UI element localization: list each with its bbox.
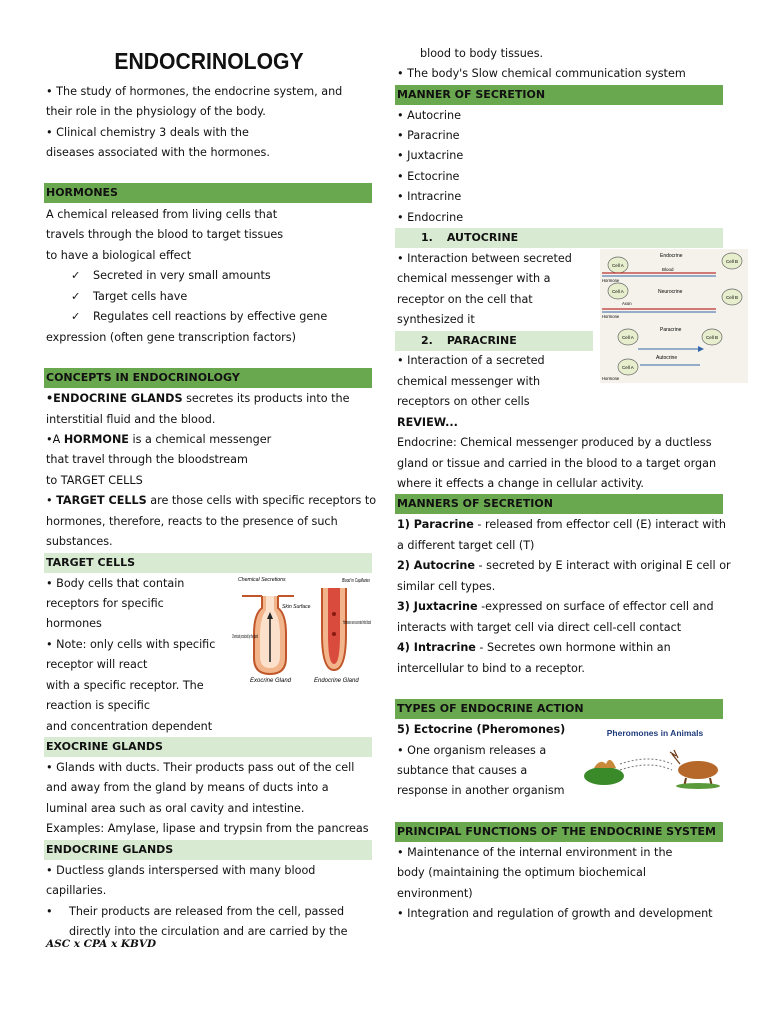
fig-label: Autocrine [656, 355, 678, 361]
gland-diagram [230, 574, 372, 686]
manners-line: intercellular to bind to a receptor. [397, 662, 585, 675]
endocrine-line: capillaries. [46, 884, 107, 897]
manners-line: 4) Intracrine - Secretes own hormone within an [397, 641, 671, 654]
endocrine-line: • Their products are released from the cell, passed [46, 905, 345, 918]
fig-label: Blood [662, 267, 674, 272]
manners-line: 2) Autocrine - secreted by E interact with original E cell or [397, 559, 731, 572]
fig-label: Chemical Secretions [238, 577, 286, 583]
pheromones-figure [580, 724, 730, 790]
section-header-manners: MANNERS OF SECRETION [395, 494, 723, 514]
target-line: receptors for specific [46, 597, 164, 610]
fig-label: Paracrine [660, 327, 682, 333]
fig-label: Cell B [706, 335, 719, 340]
fig-label: Axon [622, 301, 632, 306]
fig-label: Cell B [726, 295, 739, 300]
concept-line: interstitial fluid and the blood. [46, 413, 216, 426]
autocrine-line: • Interaction between secreted [397, 252, 572, 265]
hormones-line: to have a biological effect [46, 249, 192, 262]
intro-line: • Clinical chemistry 3 deals with the [46, 126, 249, 139]
manner-item: • Juxtacrine [397, 149, 464, 162]
ectocrine-line: • One organism releases a [397, 744, 547, 757]
intro-line: • The study of hormones, the endocrine system, and [46, 85, 343, 98]
target-line: hormones [46, 617, 102, 630]
fig-label: Blood in Capillaries [342, 578, 371, 584]
footer-signature: ASC x CPA x KBVD [46, 938, 157, 950]
manners-line: a different target cell (T) [397, 539, 535, 552]
review-line: where it effects a change in cellular activity. [397, 477, 644, 490]
section-header-hormones: HORMONES [44, 183, 372, 203]
section-header-target-cells: TARGET CELLS [44, 553, 372, 573]
principal-line: • Maintenance of the internal environment in the [397, 846, 673, 859]
manner-item: • Ectocrine [397, 170, 460, 183]
fig-label: Hormone [602, 376, 620, 381]
section-header-exocrine: EXOCRINE GLANDS [44, 737, 372, 757]
section-header-concepts: CONCEPTS IN ENDOCRINOLOGY [44, 368, 372, 388]
concept-line: substances. [46, 535, 113, 548]
target-line: receptor will react [46, 658, 148, 671]
review-line: gland or tissue and carried in the blood to a target organ [397, 457, 717, 470]
hormones-line: expression (often gene transcription factors) [46, 331, 296, 344]
intro-line: diseases associated with the hormones. [46, 146, 270, 159]
manner-item: • Endocrine [397, 211, 464, 224]
concept-line: • TARGET CELLS are those cells with specific receptors to [46, 494, 377, 507]
check-item: ✓ Target cells have [71, 287, 187, 307]
paracrine-line: • Interaction of a secreted [397, 354, 545, 367]
autocrine-line: synthesized it [397, 313, 475, 326]
principal-line: environment) [397, 887, 473, 900]
ectocrine-title: 5) Ectocrine (Pheromones) [397, 723, 566, 736]
section-header-paracrine: 2. PARACRINE [395, 331, 593, 351]
secretion-types-diagram [600, 249, 748, 383]
target-line: • Body cells that contain [46, 577, 185, 590]
principal-line: • Integration and regulation of growth and development [397, 907, 713, 920]
cont-line: • The body's Slow chemical communication system [397, 67, 686, 80]
manners-line: 1) Paracrine - released from effector cell (E) interact with [397, 518, 726, 531]
cont-line: blood to body tissues. [420, 47, 544, 60]
concept-line: •ENDOCRINE GLANDS secretes its products into the [46, 392, 350, 405]
hormones-line: A chemical released from living cells that [46, 208, 278, 221]
concept-line: to TARGET CELLS [46, 474, 143, 487]
fig-label: Cell A [622, 365, 634, 370]
principal-line: body (maintaining the optimum biochemical [397, 866, 646, 879]
paracrine-line: receptors on other cells [397, 395, 530, 408]
manners-line: interacts with target cell via direct cell-cell contact [397, 621, 682, 634]
target-line: with a specific receptor. The [46, 679, 204, 692]
fig-label: Cell A [622, 335, 634, 340]
fig-label: Chemicals produced by the gland [232, 634, 259, 640]
review-label: REVIEW... [397, 416, 458, 429]
section-header-endocrine: ENDOCRINE GLANDS [44, 840, 372, 860]
fig-label: Neurocrine [658, 289, 683, 295]
fig-label: Hormone [602, 278, 620, 283]
check-item: ✓ Secreted in very small amounts [71, 266, 271, 286]
ectocrine-line: response in another organism [397, 784, 565, 797]
fig-caption: Endocrine Gland [314, 678, 359, 684]
exocrine-line: • Glands with ducts. Their products pass out of the cell [46, 761, 355, 774]
autocrine-line: chemical messenger with a [397, 272, 551, 285]
target-line: reaction is specific [46, 699, 150, 712]
fig-label: Cell A [612, 289, 624, 294]
fig-title: Pheromones in Animals [606, 728, 704, 738]
target-line: and concentration dependent [46, 720, 213, 733]
hormones-line: travels through the blood to target tissues [46, 228, 284, 241]
manners-line: similar cell types. [397, 580, 496, 593]
ectocrine-line: subtance that causes a [397, 764, 528, 777]
check-icon: ✓ [71, 269, 81, 282]
manners-line: 3) Juxtacrine -expressed on surface of effector cell and [397, 600, 714, 613]
page-title: ENDOCRINOLOGY [114, 48, 304, 74]
exocrine-line: Examples: Amylase, lipase and trypsin from the pancreas [46, 822, 369, 835]
concept-line: •A HORMONE is a chemical messenger [46, 433, 272, 446]
section-header-manner: MANNER OF SECRETION [395, 85, 723, 105]
fig-caption: Exocrine Gland [250, 678, 292, 684]
review-line: Endocrine: Chemical messenger produced by a ductless [397, 436, 712, 449]
paracrine-line: chemical messenger with [397, 375, 541, 388]
exocrine-line: luminal area such as oral cavity and intestine. [46, 802, 305, 815]
exocrine-line: and away from the gland by means of ducts into a [46, 781, 329, 794]
fig-label: Hormone [602, 314, 620, 319]
autocrine-line: receptor on the cell that [397, 293, 533, 306]
section-header-autocrine: 1. AUTOCRINE [395, 228, 723, 248]
fig-label: Hormones are secreted into blood [343, 620, 372, 626]
check-icon: ✓ [71, 290, 81, 303]
endocrine-line: • Ductless glands interspersed with many blood [46, 864, 316, 877]
section-header-principal: PRINCIPAL FUNCTIONS OF THE ENDOCRINE SYSTEM [395, 822, 723, 842]
manner-item: • Autocrine [397, 109, 461, 122]
check-item: ✓ Regulates cell reactions by effective gene [71, 307, 327, 327]
fig-label: Skin Surface [282, 604, 311, 610]
check-icon: ✓ [71, 310, 81, 323]
target-line: • Note: only cells with specific [46, 638, 216, 651]
fig-label: Endocrine [660, 253, 683, 259]
concept-line: that travel through the bloodstream [46, 453, 248, 466]
endocrine-line: directly into the circulation and are carried by the [69, 925, 348, 938]
concept-line: hormones, therefore, reacts to the presence of such [46, 515, 338, 528]
manner-item: • Paracrine [397, 129, 460, 142]
fig-label: Cell B [726, 259, 739, 264]
section-header-types: TYPES OF ENDOCRINE ACTION [395, 699, 723, 719]
fig-label: Cell A [612, 263, 624, 268]
manner-item: • Intracrine [397, 190, 462, 203]
intro-line: their role in the physiology of the body. [46, 105, 266, 118]
